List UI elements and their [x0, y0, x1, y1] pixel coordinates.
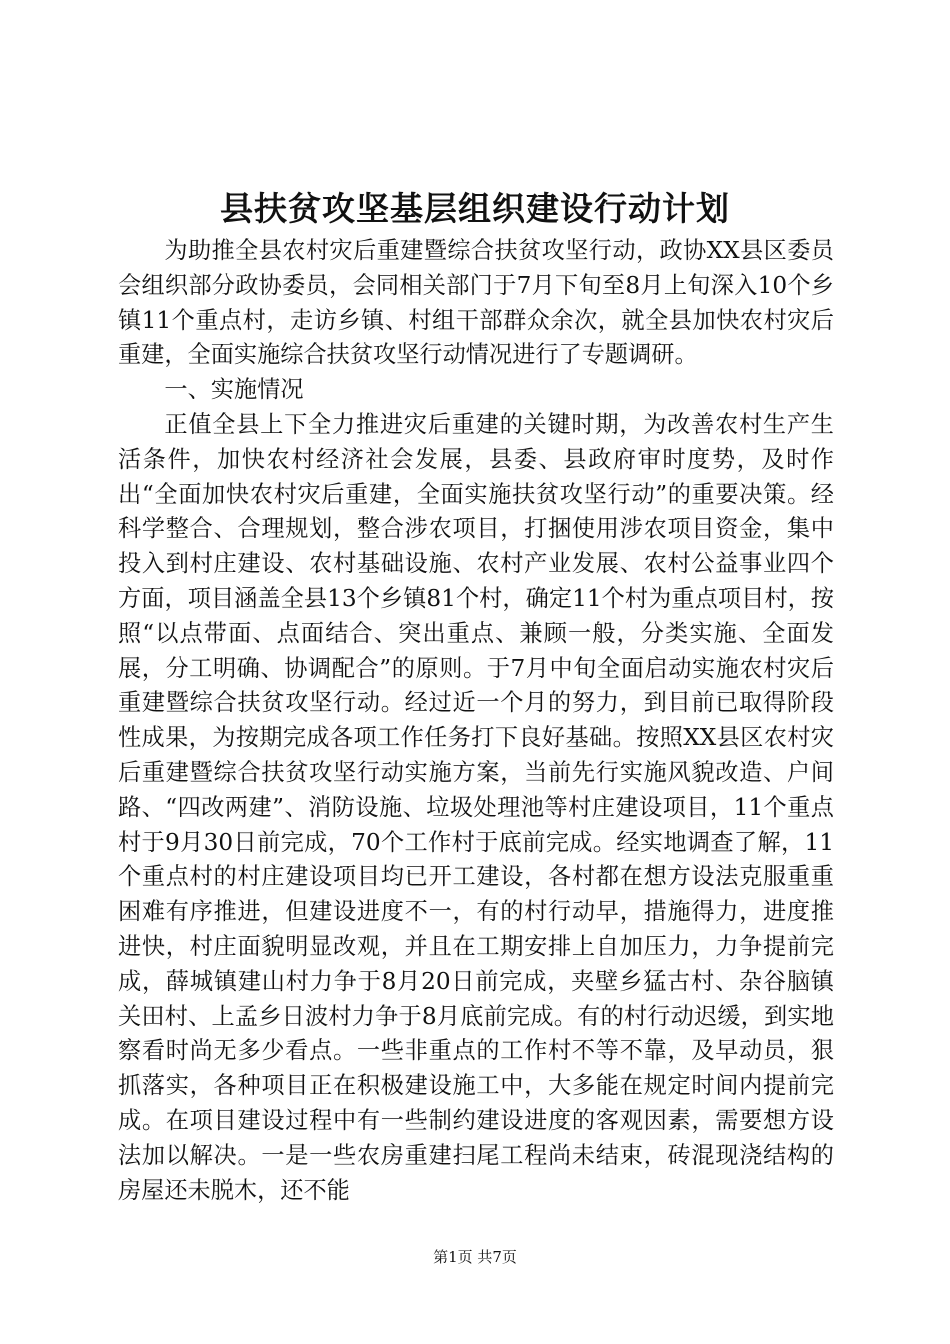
paragraph-implementation: 正值全县上下全力推进灾后重建的关键时期，为改善农村生产生活条件，加快农村经济社会发展，县委、县政府审时度势，及时作出“全面加快农村灾后重建，全面实施扶贫攻坚行动”的重要决策。经科学整合、合理规划，整合涉农项目，打捆使用涉农项目资金，集中投入到村庄建设、农村基础设施、农村产业发展、农村公益事业四个方面，项目涵盖全县13个乡镇81个村，确定11个村为重点项目村，按照“以点带面、点面结合、突出重点、兼顾一般，分类实施、全面发展，分工明确、协调配合”的原则。于7月中旬全面启动实施农村灾后重建暨综合扶贫攻坚行动。经过近一个月的努力，到目前已取得阶段性成果，为按期完成各项工作任务打下良好基础。按照XX县区农村灾后重建暨综合扶贫攻坚行动实施方案，当前先行实施风貌改造、户间路、“四改两建”、消防设施、垃圾处理池等村庄建设项目，11个重点村于9月30日前完成，70个工作村于底前完成。经实地调查了解，11个重点村的村庄建设项目均已开工建设，各村都在想方设法克服重重困难有序推进，但建设进度不一，有的村行动早，措施得力，进度推进快，村庄面貌明显改观，并且在工期安排上自加压力，力争提前完成，薛城镇建山村力争于8月20日前完成，夹壁乡猛古村、杂谷脑镇关田村、上孟乡日波村力争于8月底前完成。有的村行动迟缓，到实地察看时尚无多少看点。一些非重点的工作村不等不靠，及早动员，狠抓落实，各种项目正在积极建设施工中，大多能在规定时间内提前完成。在项目建设过程中有一些制约建设进度的客观因素，需要想方设法加以解决。一是一些农房重建扫尾工程尚未结束，砖混现浇结构的房屋还未脱木，还不能	[118, 410, 834, 1204]
document-title: 县扶贫攻坚基层组织建设行动计划	[220, 189, 730, 228]
page-number-footer: 第1页 共7页	[433, 1248, 517, 1266]
document-body	[118, 234, 834, 1208]
paragraph-intro: 为助推全县农村灾后重建暨综合扶贫攻坚行动，政协XX县区委员会组织部分政协委员，会同相关部门于7月下旬至8月上旬深入10个乡镇11个重点村，走访乡镇、村组干部群众余次，就全县加快农村灾后重建，全面实施综合扶贫攻坚行动情况进行了专题调研。	[118, 237, 834, 369]
section-heading-implementation: 一、实施情况	[164, 376, 304, 404]
